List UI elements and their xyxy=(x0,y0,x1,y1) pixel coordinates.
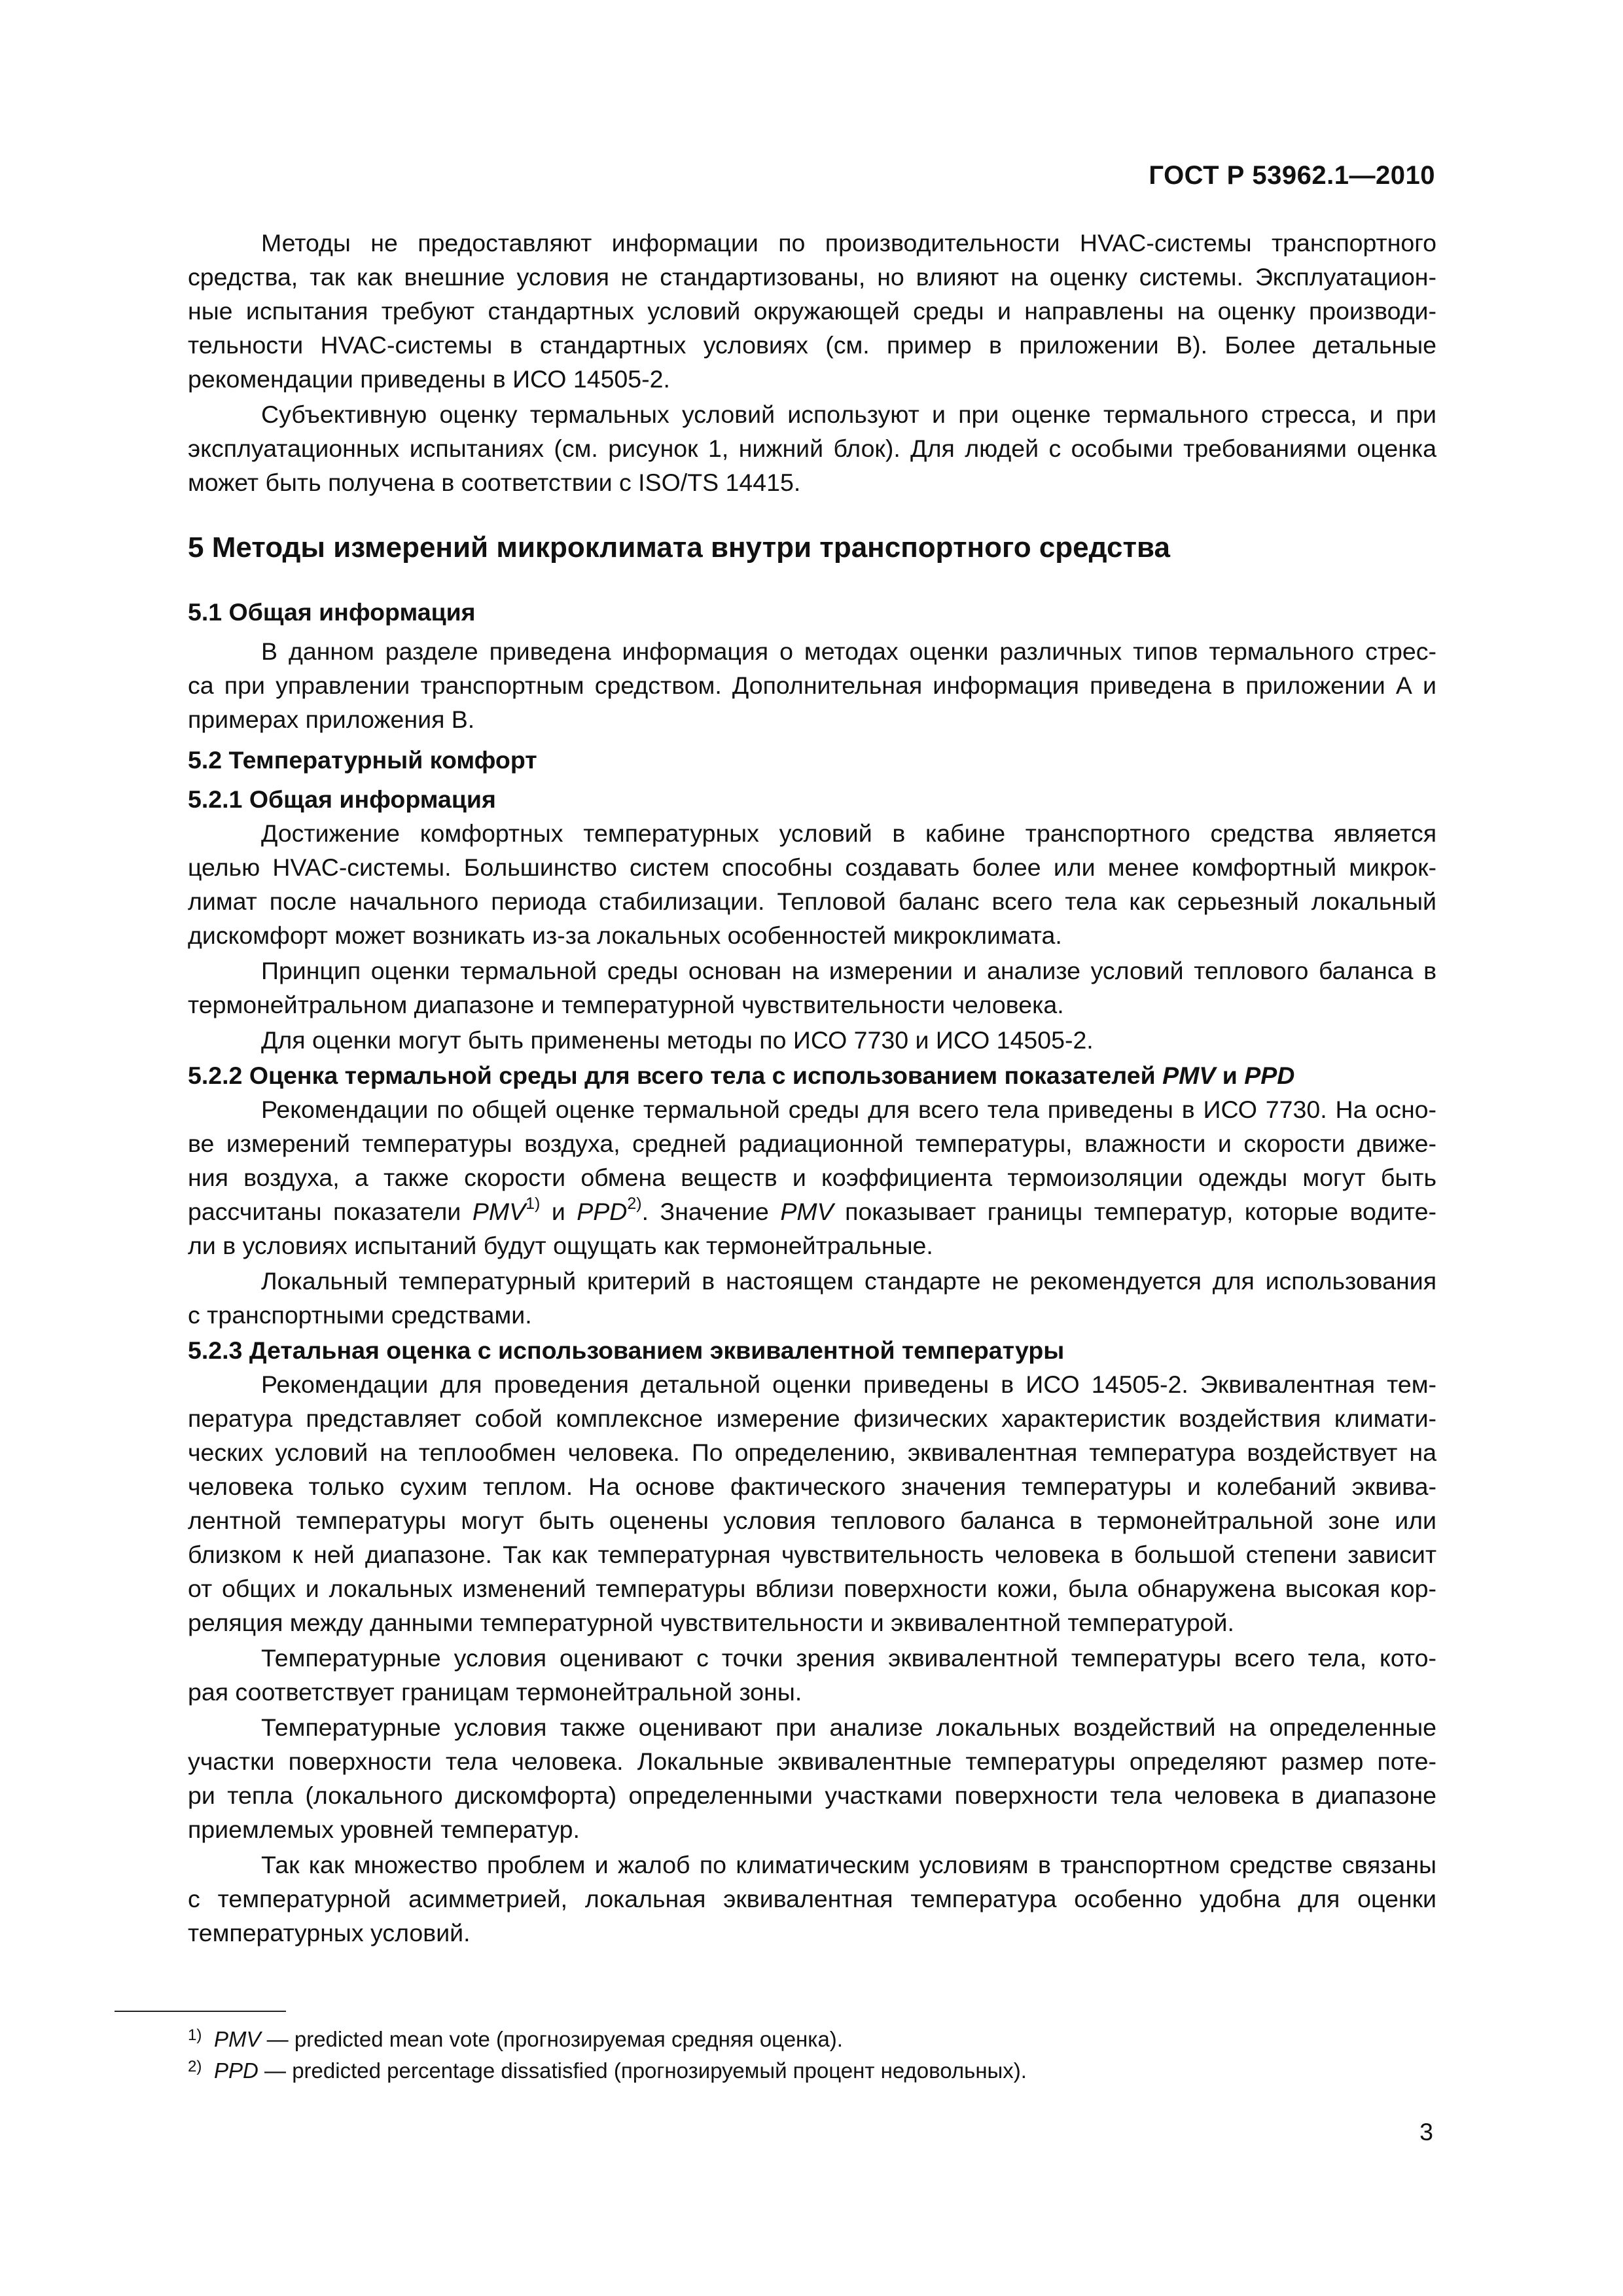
section-5-2-2-paragraph-2 xyxy=(188,1264,1436,1332)
section-5-2-3-title: 5.2.3 Детальная оценка с использованием эквивалентной температуры xyxy=(188,1336,1065,1364)
text-line: может быть получена в соответствии с ISO/TS 14415. xyxy=(188,469,801,496)
page-body xyxy=(188,226,1436,1951)
text-line: Методы не предоставляют информации по производительности HVAC-системы транспортного xyxy=(261,229,1436,257)
text-line: тельности HVAC-системы в стандартных условиях (см. пример в приложении В). Более детальные xyxy=(188,331,1436,359)
text-line: Принцип оценки термальной среды основан на измерении и анализе условий теплового баланса в xyxy=(261,957,1436,984)
pmv-term: PMV xyxy=(1162,1062,1216,1089)
text-line: Рекомендации по общей оценке термальной среды для всего тела приведены в ИСО 7730. На осно- xyxy=(261,1096,1436,1123)
text-line: са при управлении транспортным средством. Дополнительная информация приведена в приложении А и xyxy=(188,672,1436,699)
text-line: с транспортными средствами. xyxy=(188,1301,532,1329)
text-line: Рекомендации для проведения детальной оценки приведены в ИСО 14505-2. Эквивалентная тем- xyxy=(261,1371,1436,1398)
text-line: приемлемых уровней температур. xyxy=(188,1816,580,1843)
section-5-2-1-paragraph-1 xyxy=(188,816,1436,952)
text-line: ве измерений температуры воздуха, средней радиационной температуры, влажности и скорости движе- xyxy=(188,1130,1436,1157)
text-line: Субъективную оценку термальных условий используют и при оценке термального стресса, и при xyxy=(261,401,1436,428)
text-line: рассчитаны показатели PMV$^{1)}$ и PPD$^{2)}$. Значение PMV показывает границы температур, которые водите- xyxy=(188,1194,1436,1225)
text-line: пература представляет собой комплексное измерение физических характеристик воздействия климати- xyxy=(188,1405,1436,1432)
text-line: лимат после начального периода стабилизации. Тепловой баланс всего тела как серьезный локальный xyxy=(188,888,1436,915)
text-line: дискомфорт может возникать из-за локальных особенностей микроклимата. xyxy=(188,922,1062,949)
text-line: рекомендации приведены в ИСО 14505-2. xyxy=(188,365,670,393)
text-line: лентной температуры могут быть оценены условия теплового баланса в термонейтральной зоне или xyxy=(188,1507,1436,1534)
page-number: 3 xyxy=(1419,2118,1433,2145)
text-line: примерах приложения В. xyxy=(188,706,475,733)
section-5-1-title: 5.1 Общая информация xyxy=(188,598,476,626)
text-line: Температурные условия также оценивают при анализе локальных воздействий на определенные xyxy=(261,1713,1436,1741)
intro-paragraph-1 xyxy=(188,226,1436,396)
text-line: человека только сухим теплом. На основе фактического значения температуры и колебаний эквива- xyxy=(188,1473,1436,1500)
text-line: эксплуатационных испытаниях (см. рисунок 1, нижний блок). Для людей с особыми требованиями оценка xyxy=(188,435,1436,462)
text-line: целью HVAC-системы. Большинство систем способны создавать более или менее комфортный микрок- xyxy=(188,853,1436,881)
pmv-term: PMV xyxy=(472,1198,526,1225)
text-line: термонейтральном диапазоне и температурной чувствительности человека. xyxy=(188,991,1064,1018)
text-line: В данном разделе приведена информация о методах оценки различных типов термального стрес- xyxy=(261,637,1436,665)
text-line: Температурные условия оценивают с точки зрения эквивалентной температуры всего тела, кото- xyxy=(261,1644,1436,1672)
text-line: участки поверхности тела человека. Локальные эквивалентные температуры определяют размер поте- xyxy=(188,1748,1436,1775)
text-line: ные испытания требуют стандартных условий окружающей среды и направлены на оценку производи- xyxy=(188,297,1436,325)
pmv-term: PMV xyxy=(780,1198,834,1225)
footnotes xyxy=(188,2024,1431,2087)
text-line: Локальный температурный критерий в настоящем стандарте не рекомендуется для использования xyxy=(261,1267,1436,1295)
text-line: близком к ней диапазоне. Так как температурная чувствительность человека в большой степени зависит xyxy=(188,1541,1436,1568)
document-code: ГОСТ Р 53962.1—2010 xyxy=(1149,161,1435,190)
section-5-2-1-paragraph-2 xyxy=(188,954,1436,1022)
section-5-2-title: 5.2 Температурный комфорт xyxy=(188,746,537,774)
section-5-2-1-title: 5.2.1 Общая информация xyxy=(188,785,496,813)
text-line: реляция между данными температурной чувствительности и эквивалентной температурой. xyxy=(188,1609,1234,1636)
section-5-2-1-paragraph-3 xyxy=(188,1023,1436,1057)
text-line: Для оценки могут быть применены методы по ИСО 7730 и ИСО 14505-2. xyxy=(261,1026,1094,1054)
text-line: от общих и локальных изменений температуры вблизи поверхности кожи, была обнаружена высокая кор- xyxy=(188,1575,1436,1602)
section-5-1-paragraph xyxy=(188,634,1436,736)
text-line: ри тепла (локального дискомфорта) определенными участками поверхности тела человека в диапазоне xyxy=(188,1782,1436,1809)
section-5-2-2-title: 5.2.2 Оценка термальной среды для всего тела с использованием показателей PMV и PPD xyxy=(188,1062,1295,1089)
section-5-2-3-paragraph-1 xyxy=(188,1367,1436,1640)
section-5-2-3-paragraph-4 xyxy=(188,1848,1436,1950)
section-5-2-2-paragraph-1 xyxy=(188,1092,1436,1263)
text-line: ли в условиях испытаний будут ощущать как термонейтральные. xyxy=(188,1232,933,1259)
section-5-2-3-paragraph-3 xyxy=(188,1710,1436,1846)
text-line: ния воздуха, а также скорости обмена веществ и коэффициента термоизоляции одежды могут быть xyxy=(188,1164,1436,1191)
ppd-term: PPD xyxy=(577,1198,628,1225)
section-5-title: 5 Методы измерений микроклимата внутри транспортного средства xyxy=(188,531,1170,564)
text-line: ческих условий на теплообмен человека. По определению, эквивалентная температура воздействует на xyxy=(188,1439,1436,1466)
footnote-ref-1[interactable]: 1) xyxy=(526,1194,541,1213)
text-line: Так как множество проблем и жалоб по климатическим условиям в транспортном средстве связаны xyxy=(261,1851,1436,1878)
text-line: рая соответствует границам термонейтральной зоны. xyxy=(188,1678,802,1706)
text-line: Достижение комфортных температурных условий в кабине транспортного средства является xyxy=(261,819,1436,847)
footnote-1: $^{1)}$ PMV — predicted mean vote (прогнозируемая средняя оценка). xyxy=(188,2026,843,2051)
footnote-2: $^{2)}$ PPD — predicted percentage dissatisfied (прогнозируемый процент недовольных). xyxy=(188,2058,1027,2083)
text-line: температурных условий. xyxy=(188,1919,471,1946)
footnote-ref-2[interactable]: 2) xyxy=(627,1194,642,1213)
text-line: с температурной асимметрией, локальная эквивалентная температура особенно удобна для оценки xyxy=(188,1885,1436,1912)
section-5-2-3-paragraph-2 xyxy=(188,1641,1436,1709)
intro-paragraph-2 xyxy=(188,397,1436,499)
footnote-divider xyxy=(115,2011,286,2012)
ppd-term: PPD xyxy=(1244,1062,1295,1089)
text-line: средства, так как внешние условия не стандартизованы, но влияют на оценку системы. Эксплуатацион- xyxy=(188,263,1436,291)
